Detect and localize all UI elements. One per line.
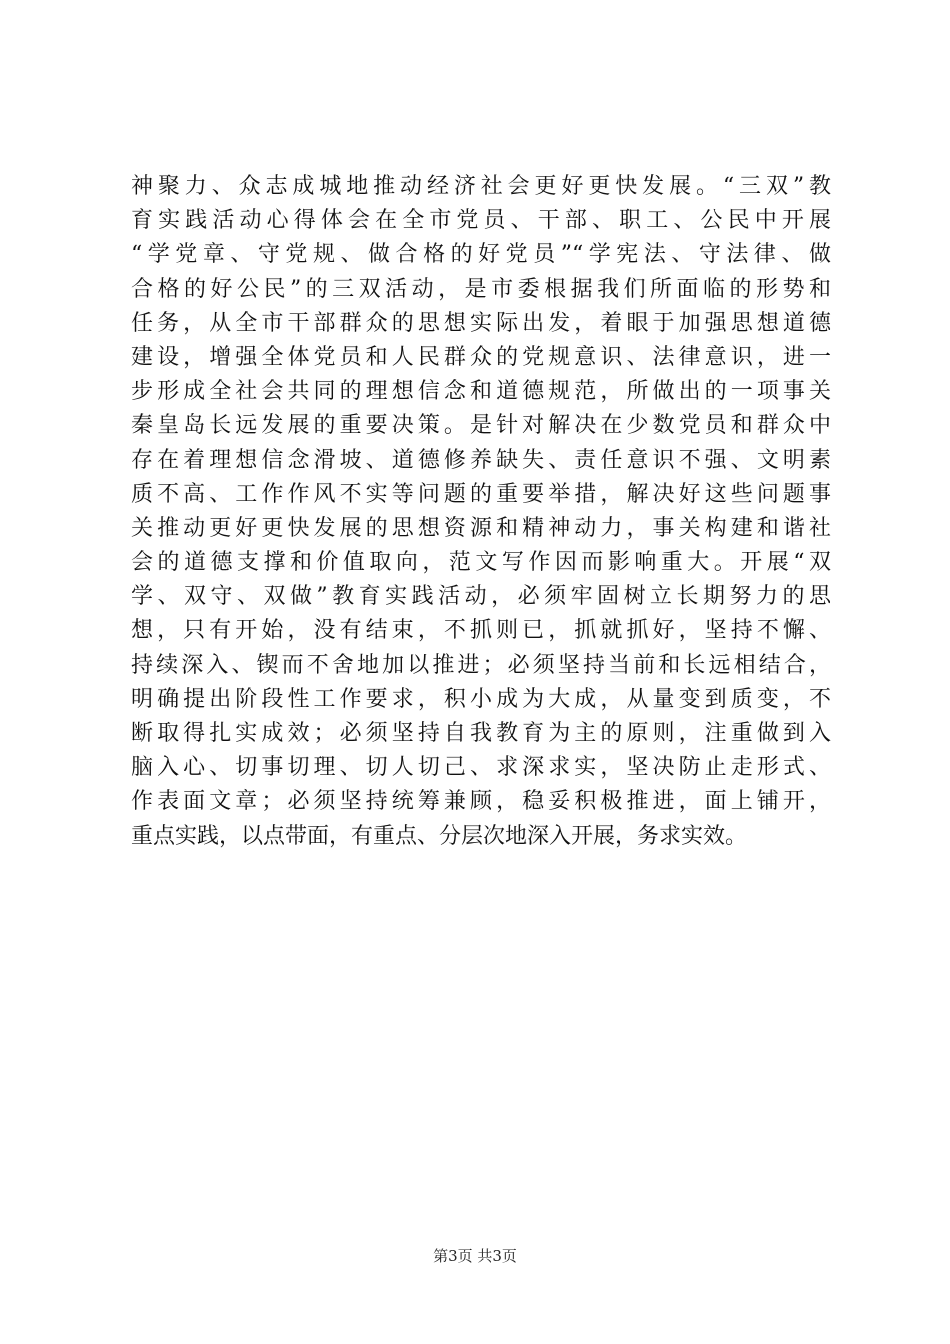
- paragraph-line: 育实践活动心得体会在全市党员、干部、职工、公民中开展: [131, 208, 831, 234]
- paragraph-line: 步形成全社会共同的理想信念和道德规范，所做出的一项事关: [131, 379, 831, 405]
- paragraph-line: 重点实践，以点带面，有重点、分层次地深入开展，务求实效。: [131, 823, 748, 849]
- paragraph-line: 秦皇岛长远发展的重要决策。是针对解决在少数党员和群众中: [131, 413, 831, 439]
- paragraph-line: 脑入心、切事切理、切人切己、求深求实，坚决防止走形式、: [131, 755, 831, 781]
- page-number: 第3页 共3页: [433, 1247, 517, 1265]
- paragraph-line: 神聚力、众志成城地推动经济社会更好更快发展。“三双”教: [131, 174, 831, 199]
- paragraph-line: 想，只有开始，没有结束，不抓则已，抓就抓好，坚持不懈、: [131, 618, 831, 644]
- paragraph-line: 持续深入、锲而不舍地加以推进；必须坚持当前和长远相结合，: [131, 652, 831, 678]
- paragraph-line: 断取得扎实成效；必须坚持自我教育为主的原则，注重做到入: [131, 721, 831, 746]
- paragraph-line: 质不高、工作作风不实等问题的重要举措，解决好这些问题事: [131, 481, 831, 507]
- paragraph-line: “学党章、守党规、做合格的好党员”“学宪法、守法律、做: [131, 242, 831, 268]
- body-paragraph: [131, 170, 831, 854]
- paragraph-line: 作表面文章；必须坚持统筹兼顾，稳妥积极推进，面上铺开，: [131, 789, 831, 815]
- paragraph-line: 关推动更好更快发展的思想资源和精神动力，事关构建和谐社: [131, 515, 831, 541]
- page-footer: [0, 1245, 950, 1266]
- paragraph-line: 会的道德支撑和价值取向，范文写作因而影响重大。开展“双: [131, 550, 831, 576]
- paragraph-line: 任务，从全市干部群众的思想实际出发，着眼于加强思想道德: [131, 310, 831, 336]
- paragraph-line: 合格的好公民”的三双活动，是市委根据我们所面临的形势和: [131, 276, 831, 302]
- paragraph-line: 明确提出阶段性工作要求，积小成为大成，从量变到质变，不: [131, 686, 831, 712]
- paragraph-line: 存在着理想信念滑坡、道德修养缺失、责任意识不强、文明素: [131, 447, 831, 473]
- paragraph-line: 学、双守、双做”教育实践活动，必须牢固树立长期努力的思: [131, 584, 831, 610]
- paragraph-line: 建设，增强全体党员和人民群众的党规意识、法律意识，进一: [131, 344, 831, 370]
